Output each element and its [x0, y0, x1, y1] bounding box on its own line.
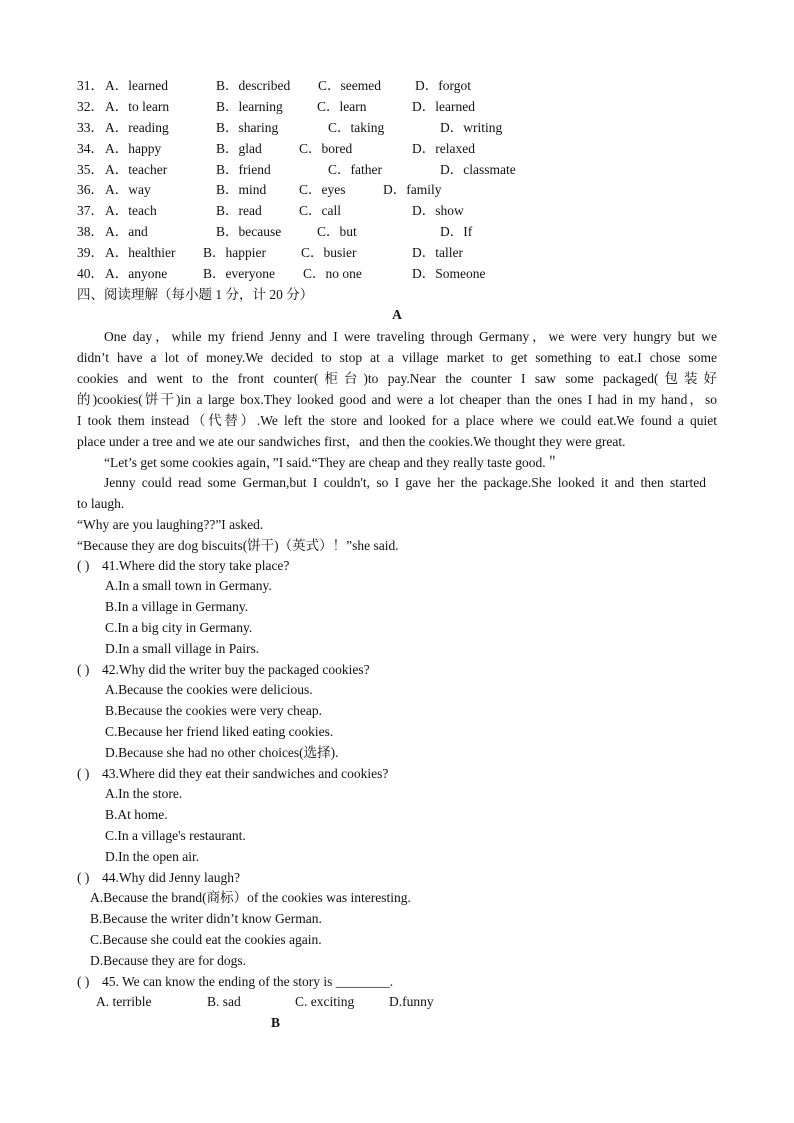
answer-bracket[interactable]: ( ) [77, 662, 90, 677]
question-number: 35． [77, 162, 104, 177]
question-number: 33． [77, 120, 104, 135]
question-stem [0, 764, 794, 784]
answer-option: D.Because she had no other choices(选择). [105, 745, 339, 760]
question-number: 37． [77, 203, 104, 218]
option-b: B．glad [216, 141, 262, 156]
passage-line: to laugh. [77, 496, 125, 511]
option-a: A．healthier [105, 245, 176, 260]
passage-line: “Because they are dog biscuits(饼干)（英式）！”she said. [77, 538, 399, 553]
option-b: B．learning [216, 99, 283, 114]
passage-b-label: B [271, 1015, 281, 1030]
answer-bracket[interactable]: ( ) [77, 974, 90, 989]
passage-line: One day，while my friend Jenny and I were traveling through Germany，we were very hungry but we [104, 329, 717, 344]
cloze-row-35 [77, 160, 717, 180]
answer-option: A.In the store. [105, 786, 183, 801]
option-c: C．seemed [318, 78, 381, 93]
answer-option: B.At home. [105, 807, 168, 822]
cloze-row-39 [77, 243, 717, 263]
answer-option: D.Because they are for dogs. [90, 953, 246, 968]
cloze-row-37 [77, 201, 717, 221]
answer-option: C.In a village's restaurant. [105, 828, 246, 843]
question-stem [0, 972, 794, 992]
option-a: A．teach [105, 203, 157, 218]
passage-line: I took them instead（代替）.We left the store and looked for a place where we could eat.We found a quiet [77, 413, 717, 428]
passage-line: “Why are you laughing??”I asked. [77, 517, 264, 532]
answer-option: D.In a small village in Pairs. [105, 641, 260, 656]
question-stem [0, 868, 794, 888]
passage-line: place under a tree and we ate our sandwiches first，and then the cookies.We thought they were great. [77, 434, 626, 449]
option-a: A．teacher [105, 162, 168, 177]
answer-option: B.Because the writer didn’t know German. [90, 911, 322, 926]
question-number: 40． [77, 266, 104, 281]
passage-a-label: A [392, 307, 402, 322]
option-a: A．to learn [105, 99, 170, 114]
option-b: B．read [216, 203, 262, 218]
option-d: D．If [440, 224, 473, 239]
question-text: 43.Where did they eat their sandwiches and cookies? [102, 766, 389, 781]
option-a: A．learned [105, 78, 168, 93]
option-b: B．happier [203, 245, 266, 260]
cloze-row-40 [77, 264, 717, 284]
question-number: 38． [77, 224, 104, 239]
question-stem [0, 660, 794, 680]
question-stem [0, 556, 794, 576]
option-c: C．bored [299, 141, 353, 156]
passage-line: “Let’s get some cookies again，”I said.“They are cheap and they really taste good.＂ [104, 455, 560, 470]
answer-option: A.Because the brand(商标）of the cookies was interesting. [90, 890, 411, 905]
cloze-row-38 [77, 222, 717, 242]
option-d: D．taller [412, 245, 463, 260]
question-number: 39． [77, 245, 104, 260]
option-b: B．mind [216, 182, 267, 197]
option-a: A．happy [105, 141, 162, 156]
passage-line: cookies and went to the front counter(柜台)to pay.Near the counter I saw some packaged(包装好 [77, 371, 717, 386]
option-c: C．eyes [299, 182, 346, 197]
option-b: B．because [216, 224, 282, 239]
cloze-row-31 [77, 76, 717, 96]
answer-option: A.In a small town in Germany. [105, 578, 272, 593]
option-b: B．sharing [216, 120, 279, 135]
option-c: C．but [317, 224, 357, 239]
answer-option: C.Because she could eat the cookies again. [90, 932, 322, 947]
answer-bracket[interactable]: ( ) [77, 766, 90, 781]
option-d: D．show [412, 203, 464, 218]
passage-line: didn’t have a lot of money.We decided to stop at a village market to get something to eat.I chose some [77, 350, 717, 365]
cloze-row-34 [77, 139, 717, 159]
answer-option: A.Because the cookies were delicious. [105, 682, 313, 697]
option-d: D．Someone [412, 266, 486, 281]
option-d: D．learned [412, 99, 475, 114]
option-a: A．reading [105, 120, 169, 135]
question-text: 45. We can know the ending of the story is ________. [102, 974, 394, 989]
question-number: 34． [77, 141, 104, 156]
answer-option: B. sad [207, 994, 241, 1009]
option-c: C．taking [328, 120, 385, 135]
question-number: 31． [77, 78, 104, 93]
option-a: A．anyone [105, 266, 168, 281]
option-d: D．relaxed [412, 141, 475, 156]
option-c: C．father [328, 162, 382, 177]
option-b: B．everyone [203, 266, 275, 281]
question-text: 42.Why did the writer buy the packaged cookies? [102, 662, 370, 677]
answer-option: D.funny [389, 994, 434, 1009]
passage-line: Jenny could read some German,but I couldn't, so I gave her the package.She looked it and then started [104, 475, 706, 490]
question-number: 36． [77, 182, 104, 197]
answer-option: D.In the open air. [105, 849, 200, 864]
option-a: A．and [105, 224, 148, 239]
cloze-row-36 [77, 180, 717, 200]
option-d: D．family [383, 182, 442, 197]
answer-option: B.Because the cookies were very cheap. [105, 703, 323, 718]
option-c: C．call [299, 203, 341, 218]
answer-option: C.Because her friend liked eating cookies. [105, 724, 334, 739]
option-d: D．forgot [415, 78, 471, 93]
passage-line: 的)cookies(饼干)in a large box.They looked good and were a lot cheaper than the ones I had in my hand，so [77, 392, 717, 407]
section-heading: 四、阅读理解（每小题 1 分，计 20 分） [77, 287, 314, 302]
question-text: 44.Why did Jenny laugh? [102, 870, 240, 885]
option-d: D．writing [440, 120, 503, 135]
answer-option: C.In a big city in Germany. [105, 620, 253, 635]
answer-option: C. exciting [295, 994, 355, 1009]
option-c: C．busier [301, 245, 357, 260]
cloze-row-32 [77, 97, 717, 117]
question-text: 41.Where did the story take place? [102, 558, 290, 573]
answer-bracket[interactable]: ( ) [77, 558, 90, 573]
option-c: C．learn [317, 99, 367, 114]
answer-option: B.In a village in Germany. [105, 599, 249, 614]
option-a: A．way [105, 182, 151, 197]
answer-options-row [96, 992, 656, 1012]
option-b: B．friend [216, 162, 271, 177]
cloze-row-33 [77, 118, 717, 138]
option-b: B．described [216, 78, 291, 93]
question-number: 32． [77, 99, 104, 114]
option-d: D．classmate [440, 162, 516, 177]
option-c: C．no one [303, 266, 362, 281]
answer-option: A. terrible [96, 994, 152, 1009]
answer-bracket[interactable]: ( ) [77, 870, 90, 885]
